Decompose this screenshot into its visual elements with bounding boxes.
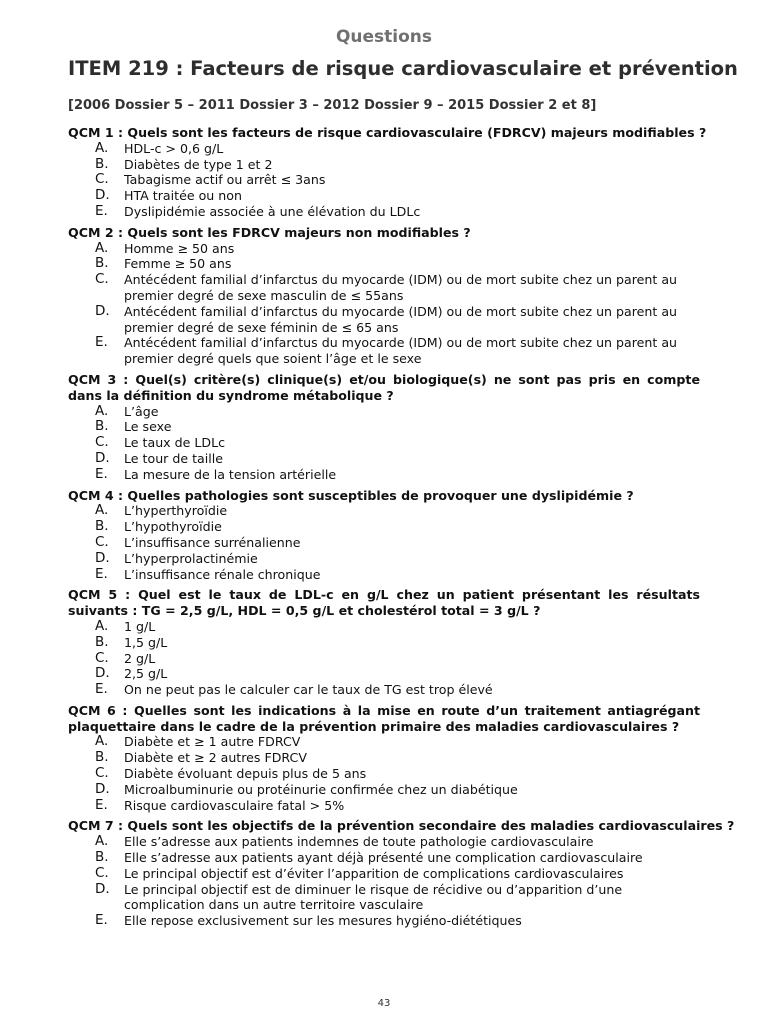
qcm-options [68,141,700,220]
option-letter: C. [95,649,109,666]
qcm-3 [68,372,700,483]
qcm-option-e [68,204,700,220]
option-text: Diabète et ≥ 1 autre FDRCV [124,734,301,750]
option-letter: D. [95,187,110,204]
option-letter: E. [95,565,108,582]
option-letter: E. [95,681,108,698]
option-text: L’âge [124,403,159,419]
qcm-question: QCM 3 : Quel(s) critère(s) clinique(s) et/ou biologique(s) ne sont pas pris en compte dans la définition du syndrome métabolique ? [68,371,700,403]
option-letter: B. [95,633,109,650]
option-letter: A. [95,502,109,519]
qcm-option-c [68,535,700,551]
option-letter: B. [95,518,109,535]
qcm-option-a [68,241,700,257]
option-letter: D. [95,780,110,797]
option-text: L’hypothyroïdie [124,519,222,535]
option-text: Antécédent familial d’infarctus du myocarde (IDM) ou de mort subite chez un parent au premier degré de sexe masculin de ≤ 55ans [124,272,678,303]
qcm-option-b [68,419,700,435]
option-letter: A. [95,402,109,419]
option-text: Le sexe [124,419,172,435]
qcm-option-b [68,850,700,866]
qcm-option-e [68,798,700,814]
qcm-question: QCM 1 : Quels sont les facteurs de risque cardiovasculaire (FDRCV) majeurs modifiables ? [68,125,707,140]
qcm-option-d [68,782,700,798]
qcm-list [68,125,735,934]
option-text: La mesure de la tension artérielle [124,466,337,482]
qcm-option-b [68,157,700,173]
option-text: 2,5 g/L [124,666,168,682]
qcm-4 [68,488,700,583]
qcm-question: QCM 7 : Quels sont les objectifs de la prévention secondaire des maladies cardiovasculaires ? [68,818,735,834]
option-letter: E. [95,796,108,813]
option-text: On ne peut pas le calculer car le taux de TG est trop élevé [124,682,493,698]
option-text: Le taux de LDLc [124,435,226,451]
option-text: Elle repose exclusivement sur les mesures hygiéno-diététiques [124,913,522,929]
qcm-option-a [68,404,700,420]
option-text: 1 g/L [124,618,156,634]
option-letter: B. [95,418,109,435]
option-text: 2 g/L [124,650,156,666]
qcm-option-e [68,567,700,583]
option-text: L’insuffisance rénale chronique [124,566,321,582]
qcm-option-d [68,188,700,204]
qcm-5 [68,587,700,698]
option-letter: C. [95,271,109,288]
qcm-option-c [68,435,700,451]
option-text: Antécédent familial d’infarctus du myocarde (IDM) ou de mort subite chez un parent au premier degré de sexe féminin de ≤ 65 ans [124,303,678,335]
qcm-option-a [68,503,700,519]
option-letter: A. [95,733,109,750]
qcm-options [68,241,700,367]
qcm-option-b [68,519,700,535]
qcm-option-d [68,551,700,567]
qcm-option-a [68,734,700,750]
qcm-options [68,834,700,929]
option-text: Le tour de taille [124,450,223,466]
qcm-option-b [68,750,700,766]
option-text: Le principal objectif est de diminuer le risque de récidive ou d’apparition d’une complication dans un autre territoire vasculaire [124,881,623,913]
option-text: Diabètes de type 1 et 2 [124,156,273,172]
option-letter: C. [95,533,109,550]
option-letter: D. [95,665,110,682]
qcm-option-b [68,635,700,651]
option-text: Femme ≥ 50 ans [124,256,232,272]
qcm-options [68,619,700,698]
qcm-option-e [68,682,700,698]
qcm-option-c [68,766,700,782]
option-text: HDL-c > 0,6 g/L [124,140,224,156]
qcm-question: QCM 2 : Quels sont les FDRCV majeurs non modifiables ? [68,224,471,240]
option-text: Tabagisme actif ou arrêt ≤ 3ans [124,172,326,188]
option-text: L’insuffisance surrénalienne [124,534,301,550]
qcm-option-b [68,256,700,272]
option-letter: E. [95,202,108,219]
option-letter: A. [95,139,109,156]
option-text: Elle s’adresse aux patients ayant déjà présenté une complication cardiovasculaire [124,850,643,866]
option-letter: D. [95,302,110,319]
qcm-option-c [68,172,700,188]
option-letter: D. [95,449,110,466]
qcm-option-e [68,335,700,367]
qcm-options [68,503,700,582]
option-letter: B. [95,749,109,766]
qcm-options [68,404,700,483]
qcm-options [68,734,700,813]
option-letter: E. [95,912,108,929]
qcm-question: QCM 4 : Quelles pathologies sont susceptibles de provoquer une dyslipidémie ? [68,487,634,503]
section-title: Questions [335,27,433,47]
qcm-6 [68,703,700,814]
option-letter: C. [95,864,109,881]
option-text: Le principal objectif est d’éviter l’apparition de complications cardiovasculaires [124,865,624,881]
qcm-question: QCM 5 : Quel est le taux de LDL-c en g/L chez un patient présentant les résultats suivants : TG = 2,5 g/L, HDL = 0,5 g/L et cholestérol total = 3 g/L ? [68,587,700,619]
qcm-option-d [68,451,700,467]
qcm-option-a [68,834,700,850]
qcm-option-d [68,304,700,336]
option-text: Diabète et ≥ 2 autres FDRCV [124,750,307,766]
option-text: Elle s’adresse aux patients indemnes de toute pathologie cardiovasculaire [124,834,594,850]
qcm-7 [68,818,735,929]
option-letter: E. [95,334,108,351]
qcm-option-c [68,651,700,667]
option-text: Microalbuminurie ou protéinurie confirmée chez un diabétique [124,781,518,797]
option-letter: C. [95,434,109,451]
option-text: Dyslipidémie associée à une élévation du LDLc [124,203,421,219]
option-letter: E. [95,465,108,482]
option-letter: D. [95,880,110,897]
qcm-1 [68,125,707,220]
qcm-option-a [68,619,700,635]
option-letter: C. [95,765,109,782]
qcm-2 [68,225,700,367]
option-text: HTA traitée ou non [124,188,242,204]
option-text: L’hyperprolactinémie [124,550,258,566]
qcm-option-a [68,141,700,157]
option-letter: D. [95,549,110,566]
item-title: ITEM 219 : Facteurs de risque cardiovasculaire et prévention [68,57,738,80]
option-text: Antécédent familial d’infarctus du myocarde (IDM) ou de mort subite chez un parent au premier degré quels que soient l’âge et le sexe [124,335,678,367]
option-text: Risque cardiovasculaire fatal > 5% [124,797,345,813]
option-letter: B. [95,155,109,172]
option-text: L’hyperthyroïdie [124,503,228,519]
option-letter: A. [95,239,109,256]
qcm-option-d [68,666,700,682]
option-text: 1,5 g/L [124,634,168,650]
qcm-question: QCM 6 : Quelles sont les indications à la mise en route d’un traitement antiagrégant plaquettaire dans le cadre de la prévention primaire des maladies cardiovasculaires ? [68,702,700,734]
qcm-option-c [68,272,700,304]
option-letter: C. [95,171,109,188]
option-text: Homme ≥ 50 ans [124,240,235,256]
exam-references: [2006 Dossier 5 – 2011 Dossier 3 – 2012 Dossier 9 – 2015 Dossier 2 et 8] [68,98,597,113]
option-letter: A. [95,617,109,634]
qcm-option-d [68,882,700,914]
option-letter: A. [95,833,109,850]
qcm-option-c [68,866,700,882]
page-number: 43 [377,998,391,1009]
option-text: Diabète évoluant depuis plus de 5 ans [124,766,367,782]
option-letter: B. [95,255,109,272]
qcm-option-e [68,467,700,483]
option-letter: B. [95,849,109,866]
qcm-option-e [68,913,700,929]
